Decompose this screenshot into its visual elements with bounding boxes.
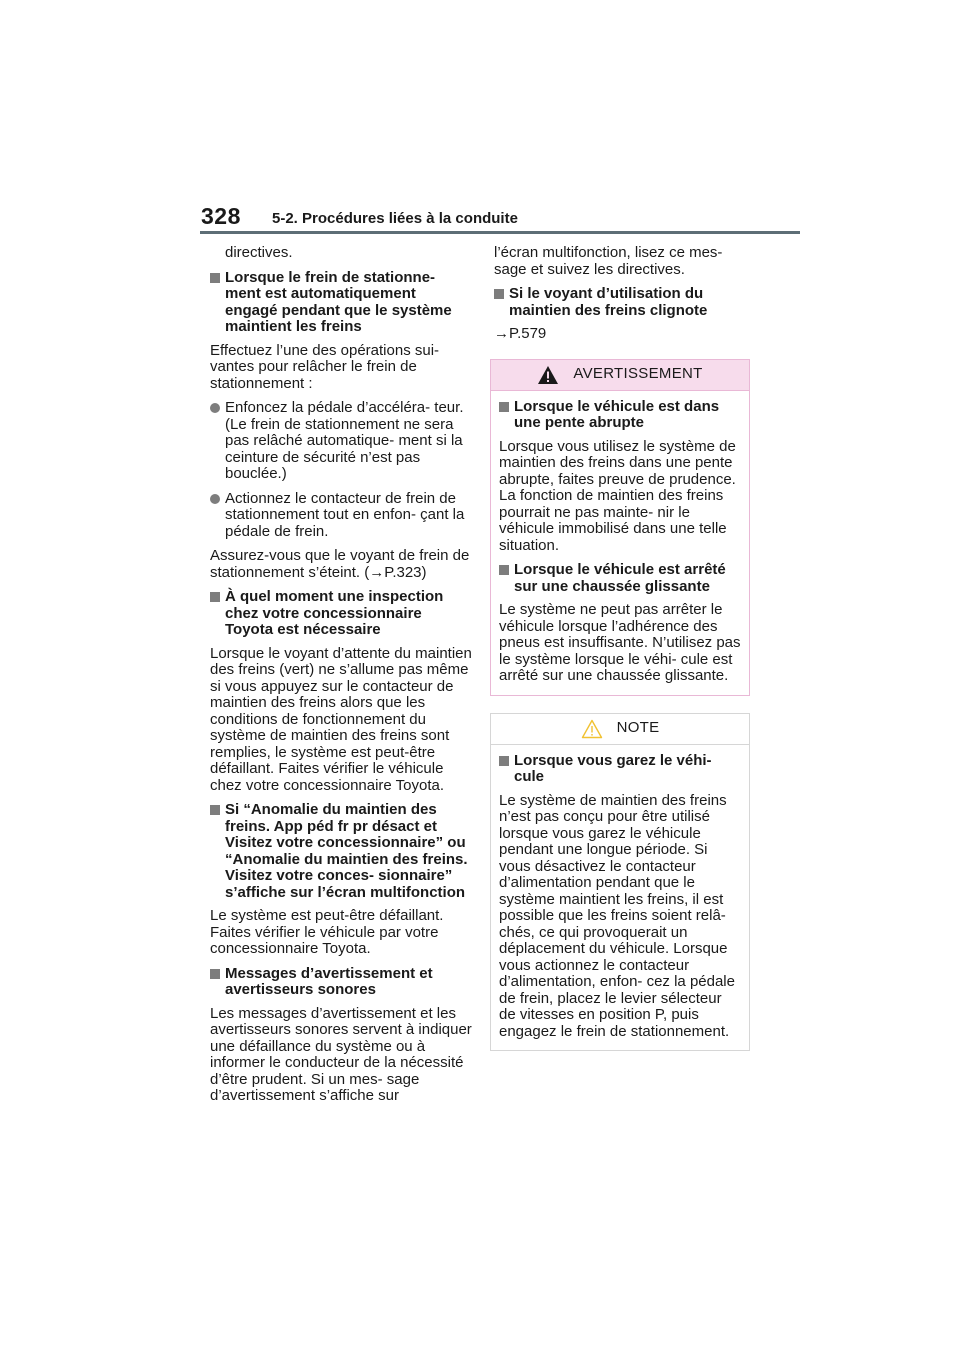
circle-bullet-icon [210,403,220,413]
square-marker-icon [499,565,509,575]
paragraph: l’écran multifonction, lisez ce mes- sage et suivez les directives. [494,244,723,278]
subheading-text: À quel moment une inspection chez votre concessionnaire Toyota est nécessaire [225,588,444,638]
circle-bullet-icon [210,494,220,504]
left-column [210,245,472,1113]
subheading-text: Lorsque le véhicule est arrêté sur une chaussée glissante [514,561,726,595]
bullet-item [210,400,472,483]
bullet-text: Actionnez le contacteur de frein de stationnement tout en enfon- çant la pédale de frein. [225,489,465,540]
square-marker-icon [210,969,220,979]
subheading [499,399,741,432]
section-title: 5-2. Procédures liées à la conduite [272,210,518,227]
subheading-text: Lorsque le véhicule est dans une pente abrupte [514,397,720,431]
square-marker-icon [499,756,509,766]
subheading-text: Messages d’avertissement et avertisseurs sonores [225,964,433,998]
paragraph: Lorsque vous utilisez le système de maintien des freins dans une pente abrupte, faites preuve de prudence. La fonction de maintien des freins pourrait ne pas mainte- nir le véhicule immobilisé dans une telle situation. [499,437,736,554]
warning-box [490,359,750,696]
subheading-text: Lorsque le frein de stationne- ment est automatiquement engagé pendant que le système maintient les freins [225,268,452,335]
subheading [499,753,741,786]
header-rule [200,231,800,234]
warning-triangle-icon [537,365,559,385]
subheading [210,802,472,901]
warning-box-header [491,360,749,391]
square-marker-icon [210,273,220,283]
subheading-text: Si le voyant d’utilisation du maintien des freins clignote [509,285,708,319]
square-marker-icon [210,805,220,815]
subheading-text: Lorsque vous garez le véhi- cule [514,751,712,785]
paragraph: Le système de maintien des freins n’est pas conçu pour être utilisé lorsque vous garez le véhicule pendant une longue période. Si vous désactivez le contacteur d’alimentation pendant que le système maintient les freins, il est possible que les freins soient relâ- chés, ce qui provoquerait un déplacement du véhicule. Lorsque vous actionnez le contacteur d’alimentation, enfon- cez la pédale de frein, placez le levier sélecteur de vitesses en position P, puis engagez le frein de stationnement. [499,791,735,1040]
paragraph: Le système ne peut pas arrêter le véhicule lorsque l’adhérence des pneus est insuffisante. N’utilisez pas le système lorsque le véhi- cule est arrêté sur une chaussée glissante. [499,601,741,684]
subheading [210,966,472,999]
note-box-header [491,714,749,745]
subheading [210,270,472,336]
bullet-item [210,491,472,541]
note-box-title: NOTE [616,719,660,737]
paragraph: directives. [225,244,293,261]
page-number: 328 [201,203,241,229]
right-column [494,245,752,1051]
bullet-text: Enfoncez la pédale d’accéléra- teur. (Le frein de stationnement ne sera pas relâché automatique- ment si la ceinture de sécurité n’est pas bouclée.) [225,399,464,482]
paragraph: Le système est peut-être défaillant. Faites vérifier le véhicule par votre concessionnaire Toyota. [210,907,444,957]
subheading [210,589,472,639]
paragraph: Effectuez l’une des opérations sui- vantes pour relâcher le frein de stationnement : [210,341,440,392]
paragraph: Assurez-vous que le voyant de frein de stationnement s’éteint. (→P.323) [210,547,470,581]
paragraph: Lorsque le voyant d’attente du maintien des freins (vert) ne s’allume pas même si vous appuyez sur le contacteur de maintien des freins alors que les conditions de fonctionnement du système de maintien des freins sont remplies, le système est peut-être défaillant. Faites vérifier le véhicule chez votre concessionnaire Toyota. [210,644,472,794]
warning-box-body [491,391,749,695]
paragraph: Les messages d’avertissement et les avertisseurs sonores servent à indiquer une défaillance du système ou à informer le conducteur de la nécessité d’être prudent. Si un mes- sage d’avertissement s’affiche sur [210,1004,472,1104]
note-box-body [491,745,749,1051]
page-reference: →P.579 [494,325,547,342]
square-marker-icon [494,289,504,299]
note-box [490,713,750,1052]
subheading [499,562,741,595]
warning-box-title: AVERTISSEMENT [573,365,703,383]
caution-triangle-icon [581,719,603,739]
square-marker-icon [210,592,220,602]
square-marker-icon [499,402,509,412]
subheading [494,286,752,319]
subheading-text: Si “Anomalie du maintien des freins. App péd fr pr désact et Visitez votre concessionnaire” ou “Anomalie du maintien des freins. Visitez votre conces- sionnaire” s’affiche sur l’écran multifonction [225,801,468,901]
